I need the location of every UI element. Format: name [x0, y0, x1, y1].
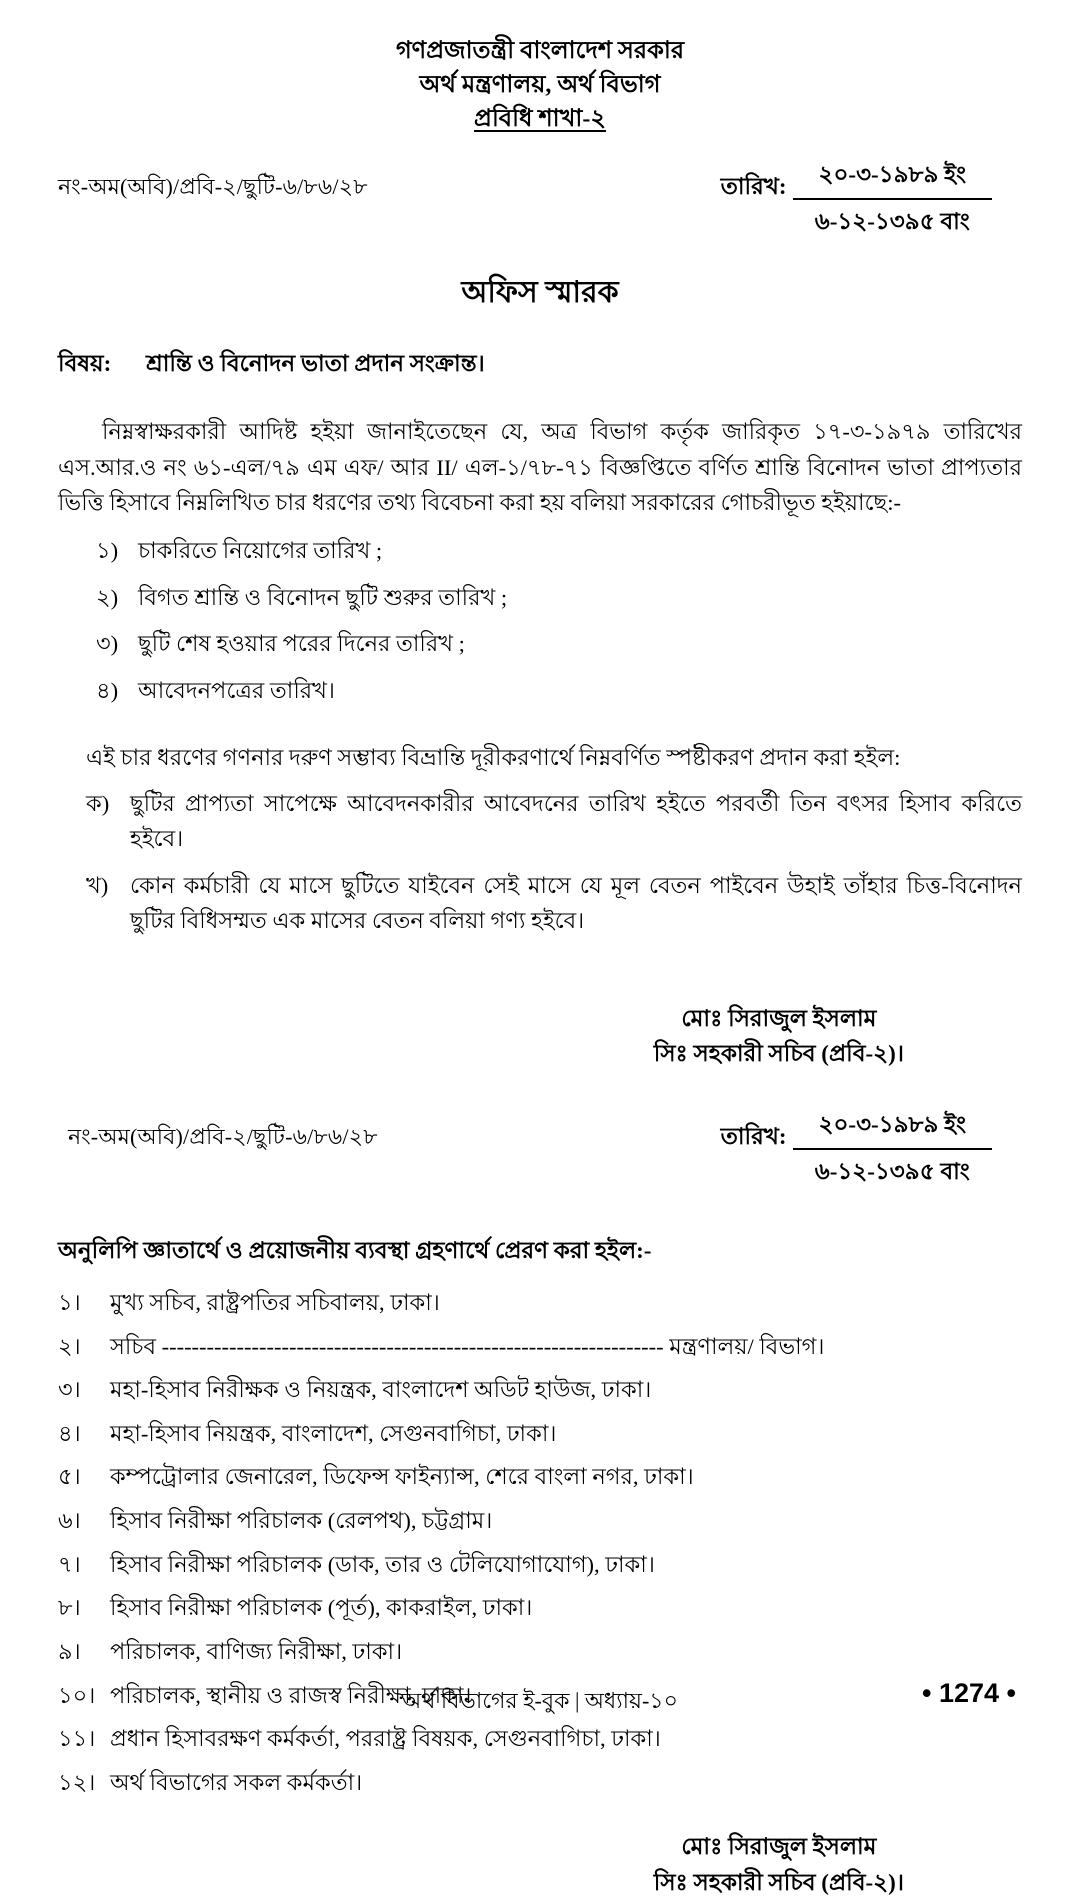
distribution-item: [58, 1549, 1022, 1582]
list-item-text: আবেদনপত্রের তারিখ।: [138, 677, 335, 703]
distribution-item-text: প্রধান হিসাবরক্ষণ কর্মকর্তা, পররাষ্ট্র বিষয়ক, সেগুনবাগিচা, ঢাকা।: [110, 1726, 661, 1752]
clarification-item-text: কোন কর্মচারী যে মাসে ছুটিতে যাইবেন সেই মাসে যে মূল বেতন পাইবেন উহাই তাঁহার চিত্ত-বিনোদন ছুটির বিধিসম্মত এক মাসের বেতন বলিয়া গণ্য হইবে।: [130, 872, 1022, 933]
distribution-item-text: মহা-হিসাব নিয়ন্ত্রক, বাংলাদেশ, সেগুনবাগিচা, ঢাকা।: [110, 1420, 557, 1446]
ministry-name: অর্থ মন্ত্রণালয়, অর্থ বিভাগ: [419, 72, 661, 99]
list-item: [96, 628, 1022, 661]
list-item-number: ৩): [96, 631, 119, 657]
distribution-item: [58, 1287, 1022, 1320]
page-footer: [58, 1678, 1022, 1712]
document-header: [58, 34, 1022, 136]
list-item: [96, 535, 1022, 568]
footer-book-title: অর্থ বিভাগের ই-বুক | অধ্যায়-১০: [402, 1688, 678, 1713]
signatory-name: মোঃ সিরাজুল ইসলাম: [681, 1005, 877, 1031]
clarification-item: [86, 869, 1022, 939]
signatory-name-2: মোঃ সিরাজুল ইসলাম: [681, 1834, 877, 1860]
distribution-item-text: মহা-হিসাব নিরীক্ষক ও নিয়ন্ত্রক, বাংলাদেশ অডিট হাউজ, ঢাকা।: [110, 1377, 652, 1403]
distribution-item-text: মুখ্য সচিব, রাষ্ট্রপতির সচিবালয়, ঢাকা।: [110, 1289, 440, 1315]
memo-title: অফিস স্মারক: [461, 276, 619, 310]
list-item-text: বিগত শ্রান্তি ও বিনোদন ছুটি শুরুর তারিখ ;: [138, 584, 508, 610]
memo-number-2: নং-অম(অবি)/প্রবি-২/ছুটি-৬/৮৬/২৮: [68, 1123, 378, 1149]
distribution-item: [58, 1374, 1022, 1407]
clarification-item-letter: খ): [86, 872, 109, 898]
distribution-item-text: পরিচালক, বাণিজ্য নিরীক্ষা, ঢাকা।: [110, 1638, 403, 1664]
subject-label: বিষয়:: [58, 351, 112, 377]
memo-ref-row: [58, 156, 1022, 242]
distribution-item: [58, 1461, 1022, 1494]
body-paragraph-1: নিম্নস্বাক্ষরকারী আদিষ্ট হইয়া জানাইতেছেন যে, অত্র বিভাগ কর্তৃক জারিকৃত ১৭-৩-১৯৭৯ তারিখের এস.আর.ও নং ৬১-এল/৭৯ এম এফ/ আর II/ এল-১/৭৮-৭১ বিজ্ঞপ্তিতে বর্ণিত শ্রান্তি বিনোদন ভাতা প্রাপ্যতার ভিত্তি হিসাবে নিম্নলিখিত চার ধরণের তথ্য বিবেচনা করা হয় বলিয়া সরকারের গোচরীভূত হইয়াছে:-: [58, 419, 1022, 516]
list-item-text: চাকরিতে নিয়োগের তারিখ ;: [138, 537, 383, 563]
memo-ref-row-2: [58, 1106, 1022, 1192]
list-item: [96, 582, 1022, 615]
distribution-item-number: ৩।: [58, 1377, 81, 1403]
clarification-list: [86, 787, 1022, 939]
list-item: [96, 675, 1022, 708]
list-item-number: ৪): [96, 677, 119, 703]
distribution-item-number: ৬।: [58, 1508, 81, 1534]
distribution-item: [58, 1505, 1022, 1538]
distribution-item-number: ১০।: [58, 1682, 96, 1708]
date-block: [721, 156, 992, 242]
distribution-heading: অনুলিপি জ্ঞাতার্থে ও প্রয়োজনীয় ব্যবস্থা গ্রহণার্থে প্রেরণ করা হইল:-: [58, 1237, 652, 1263]
distribution-item-number: ৮।: [58, 1595, 81, 1621]
distribution-item-number: ৭।: [58, 1551, 81, 1577]
clarification-item-text: ছুটির প্রাপ্যতা সাপেক্ষে আবেদনকারীর আবেদনের তারিখ হইতে পরবর্তী তিন বৎসর হিসাব করিতে হইবে।: [130, 791, 1022, 851]
distribution-item: [58, 1636, 1022, 1669]
memo-number: নং-অম(অবি)/প্রবি-২/ছুটি-৬/৮৬/২৮: [58, 174, 368, 200]
distribution-item-text: কম্পট্রোলার জেনারেল, ডিফেন্স ফাইন্যান্স, শেরে বাংলা নগর, ঢাকা।: [110, 1464, 694, 1490]
date-bengali: ৬-১২-১৩৯৫ বাং: [814, 209, 970, 235]
distribution-item: [58, 1331, 1022, 1364]
date-gregorian-2: ২০-৩-১৯৮৯ ইং: [793, 1106, 993, 1150]
date-label-2: তারিখ:: [720, 1123, 787, 1149]
distribution-item-number: ৯।: [58, 1638, 81, 1664]
distribution-item: [58, 1767, 1022, 1800]
clarification-intro: এই চার ধরণের গণনার দরুণ সম্ভাব্য বিভ্রান্তি দূরীকরণার্থে নিম্নবর্ণিত স্পষ্টীকরণ প্রদান করা হইল:: [86, 745, 901, 771]
distribution-item: [58, 1418, 1022, 1451]
signatory-designation: সিঃ সহকারী সচিব (প্রবি-২)।: [653, 1041, 904, 1067]
subject-text: শ্রান্তি ও বিনোদন ভাতা প্রদান সংক্রান্ত।: [146, 351, 485, 377]
signature-block-1: [654, 1001, 904, 1072]
distribution-item: [58, 1723, 1022, 1756]
distribution-item-number: ১২।: [58, 1769, 96, 1795]
date-gregorian: ২০-৩-১৯৮৯ ইং: [793, 156, 993, 200]
signatory-designation-2: সিঃ সহকারী সচিব (প্রবি-২)।: [653, 1870, 904, 1896]
clarification-section: [58, 741, 1022, 938]
distribution-item-text: পরিচালক, স্থানীয় ও রাজস্ব নিরীক্ষা, ঢাকা।: [110, 1682, 472, 1708]
date-values-2: [793, 1106, 993, 1192]
distribution-item-text: অর্থ বিভাগের সকল কর্মকর্তা।: [110, 1769, 363, 1795]
distribution-item-number: ১।: [58, 1289, 81, 1315]
distribution-item-number: ৫।: [58, 1464, 81, 1490]
distribution-item: [58, 1592, 1022, 1625]
distribution-item-number: ৪।: [58, 1420, 81, 1446]
list-item-number: ২): [96, 584, 119, 610]
date-block-2: [721, 1106, 992, 1192]
government-name: গণপ্রজাতন্ত্রী বাংলাদেশ সরকার: [395, 38, 685, 64]
clarification-item-letter: ক): [86, 791, 110, 817]
distribution-list: [58, 1287, 1022, 1800]
distribution-item-text: হিসাব নিরীক্ষা পরিচালক (রেলপথ), চট্টগ্রাম।: [110, 1508, 493, 1534]
date-bengali-2: ৬-১২-১৩৯৫ বাং: [814, 1158, 970, 1184]
date-label: তারিখ:: [720, 174, 787, 200]
date-types-list: [58, 535, 1022, 708]
list-item-text: ছুটি শেষ হওয়ার পরের দিনের তারিখ ;: [138, 631, 465, 657]
distribution-item-text: সচিব ------------------------------------------------------------------- মন্ত্রণালয়/ বিভাগ।: [110, 1333, 825, 1359]
date-values: [793, 156, 993, 242]
footer-page-number: • 1274 •: [922, 1678, 1016, 1708]
distribution-item-number: ২।: [58, 1333, 81, 1359]
distribution-item-number: ১১।: [58, 1726, 96, 1752]
list-item-number: ১): [96, 537, 119, 563]
clarification-item: [86, 787, 1022, 857]
branch-name: প্রবিধি শাখা-২: [474, 106, 606, 133]
distribution-item-text: হিসাব নিরীক্ষা পরিচালক (পূর্ত), কাকরাইল, ঢাকা।: [110, 1595, 533, 1621]
subject-row: [58, 345, 1022, 384]
distribution-item-text: হিসাব নিরীক্ষা পরিচালক (ডাক, তার ও টেলিযোগাযোগ), ঢাকা।: [110, 1551, 655, 1577]
signature-block-2: [654, 1829, 904, 1900]
